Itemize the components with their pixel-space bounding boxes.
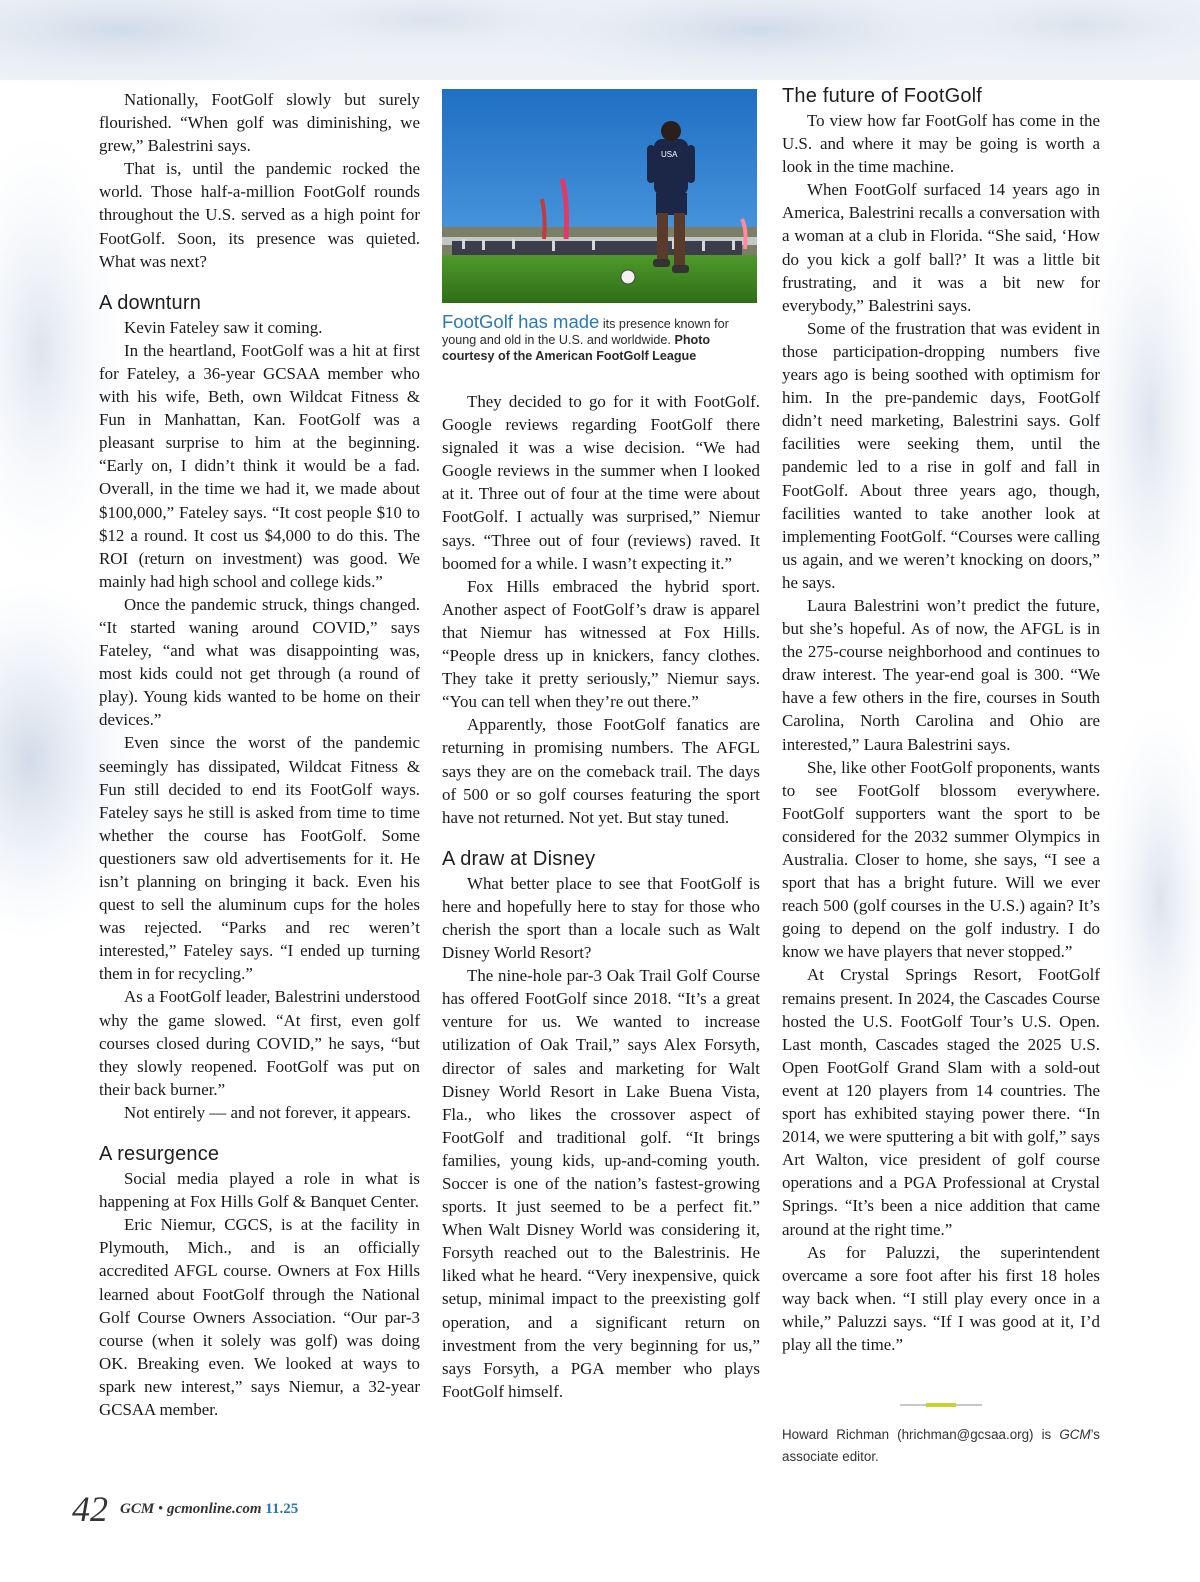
bio-publication: GCM (1059, 1427, 1091, 1442)
paragraph: In the heartland, FootGolf was a hit at first for Fateley, a 36-year GCSAA member who with his wife, Beth, own Wildcat Fitness & Fun in Manhattan, Kan. FootGolf was a pleasant surprise to him at the beginning. “Early on, I didn’t think it would be a fad. Overall, in the time we had it, we made about $100,000,” Fateley says. “It cost people $10 to $12 a round. It cost us $4,000 to do this. The ROI (return on investment) was good. We mainly had high school and college kids.” (99, 340, 420, 591)
section-heading-future: The future of FootGolf (782, 85, 983, 107)
author-bio (782, 1424, 1100, 1468)
paragraph: Fox Hills embraced the hybrid sport. Another aspect of FootGolf’s draw is apparel that Niemur has witnessed at Fox Hills. “People dress up in knickers, fancy clothes. They take it pretty seriously,” Niemur says. “You can tell when they’re out there.” (442, 576, 760, 712)
paragraph: Kevin Fateley saw it coming. (124, 317, 323, 337)
bio-text: Howard Richman (hrichman@gcsaa.org) is (782, 1427, 1060, 1442)
paragraph: The nine-hole par-3 Oak Trail Golf Course has offered FootGolf since 2018. “It’s a great venture for us. We wanted to increase utilization of Oak Trail,” says Alex Forsyth, director of sales and marketing for Walt Disney World Resort in Lake Buena Vista, Fla., who likes the crossover aspect of FootGolf and traditional golf. “It brings families, young kids, up-and-coming youth. Soccer is one of the nation’s fastest-growing sports. It just seemed to be a perfect fit.” When Walt Disney World was considering it, Forsyth reached out to the Balestrinis. He liked what he heard. “Very inexpensive, quick setup, minimal impact to the preexisting golf operation, and a significant return on investment from the very beginning for us,” says Forsyth, a PGA member who plays FootGolf himself. (442, 966, 760, 1401)
caption-text: its presence known for young and old in the U.S. and worldwide. (442, 317, 729, 347)
paragraph: Some of the frustration that was evident in those participation-dropping numbers five years ago is being soothed with optimism for him. In the pre-pandemic days, FootGolf didn’t need marketing, Balestrini says. Golf facilities were seeking them, until the pandemic led to a rise in golf and fall in FootGolf. About three years ago, though, facilities wanted to take another look at implementing FootGolf. “Courses were calling us again, and we weren’t knocking on doors,” he says. (782, 318, 1100, 592)
paragraph: As a FootGolf leader, Balestrini understood why the game slowed. “At first, even golf courses closed during COVID,” he says, “but they slowly reopened. FootGolf was put on their back burner.” (99, 987, 420, 1099)
section-heading-resurgence: A resurgence (99, 1143, 220, 1166)
paragraph: They decided to go for it with FootGolf. Google reviews regarding FootGolf there signaled it was a wise decision. “We had Google reviews in the summer when I looked at it. Three out of four at the time were about FootGolf. I actually was surprised,” Niemur says. “Three out of four (reviews) raved. It boomed for a while. I wasn’t expecting it.” (442, 392, 760, 573)
caption-lead: FootGolf has made (442, 311, 600, 332)
paragraph: Not entirely — and not forever, it appears. (124, 1102, 411, 1122)
article-column-3 (782, 84, 1100, 1356)
end-divider (900, 1404, 982, 1406)
footer-separator: • (154, 1500, 167, 1517)
paragraph: Nationally, FootGolf slowly but surely flourished. “When golf was diminishing, we grew,” Balestrini says. (99, 90, 420, 156)
paragraph: What better place to see that FootGolf is here and hopefully here to stay for those who cherish the sport than a locale such as Walt Disney World Resort? (442, 873, 760, 963)
paragraph: She, like other FootGolf proponents, wants to see FootGolf blossom everywhere. FootGolf supporters want the sport to be considered for the 2032 summer Olympics in Australia. Closer to home, she says, “I see a sport that has a bright future. Will we ever reach 500 (golf courses in the U.S.) again? It’s going to depend on the golf industry. I do know we have players that never stopped.” (782, 757, 1100, 962)
paragraph: Social media played a role in what is happening at Fox Hills Golf & Banquet Center. (99, 1169, 420, 1212)
footgolf-photo (442, 89, 757, 303)
paragraph: As for Paluzzi, the superintendent overcame a sore foot after his first 18 holes way back when. “I still play every once in a while,” Paluzzi says. “If I was good at it, I’d play all the time.” (782, 1242, 1100, 1354)
website: gcmonline.com (166, 1500, 262, 1517)
section-heading-downturn: A downturn (99, 291, 202, 314)
section-heading-disney: A draw at Disney (442, 847, 596, 870)
jersey-text: USA (661, 150, 678, 159)
paragraph: At Crystal Springs Resort, FootGolf remains present. In 2024, the Cascades Course hosted the U.S. FootGolf Tour’s U.S. Open. Last month, Cascades staged the 2025 U.S. Open FootGolf Grand Slam with a sold-out event at 120 players from 14 countries. The sport has exhibited staying power there. “In 2014, we were sputtering a bit with golf,” says Art Walton, vice president of golf course operations and a PGA Professional at Crystal Springs. “It’s been a nice addition that came around at the right time.” (782, 965, 1100, 1239)
caption-credit: Photo courtesy of the American FootGolf League (442, 333, 711, 363)
publication-line (120, 1501, 298, 1517)
bio-text-end: ’s associate editor. (782, 1427, 1100, 1464)
issue-number: 11.25 (265, 1500, 299, 1517)
paragraph: That is, until the pandemic rocked the world. Those half-a-million FootGolf rounds throughout the U.S. served as a high point for FootGolf. Soon, its presence was quieted. What was next? (99, 159, 420, 271)
article-column-2 (442, 390, 760, 1403)
paragraph: Eric Niemur, CGCS, is at the facility in Plymouth, Mich., and is an officially accredited AFGL course. Owners at Fox Hills learned about FootGolf through the National Golf Course Owners Association. “Our par-3 course (when it solely was golf) was doing OK. Breaking even. We looked at ways to spark new interest,” says Niemur, a 32-year GCSAA member. (99, 1215, 420, 1419)
paragraph: Apparently, those FootGolf fanatics are returning in promising numbers. The AFGL says they are on the comeback trail. The days of 500 or so golf courses featuring the sport have not returned. Not yet. But stay tuned. (442, 715, 760, 827)
page-footer (72, 1488, 298, 1530)
paragraph: Even since the worst of the pandemic seemingly has dissipated, Wildcat Fitness & Fun still decided to end its FootGolf ways. Fateley says he still is asked from time to time whether the course has FootGolf. Some questioners saw old advertisements for it. He isn’t planning on bringing it back. Even his quest to sell the aluminum cups for the holes was rejected. “Parks and rec weren’t interested,” Fateley says. “I ended up turning them in for recycling.” (99, 733, 420, 984)
paragraph: When FootGolf surfaced 14 years ago in America, Balestrini recalls a conversation with a woman at a club in Florida. “She said, ‘How do you kick a golf ball?’ It was a little bit frustrating, and it was a bit new for everybody,” Balestrini says. (782, 180, 1100, 315)
paragraph: Once the pandemic struck, things changed. “It started waning around COVID,” says Fateley, “and what was disappointing was, most kids could not get through (a round of play). Young kids wanted to be home on their devices.” (99, 594, 420, 730)
page-number: 42 (72, 1489, 108, 1529)
paragraph: To view how far FootGolf has come in the U.S. and where it may be going is worth a look in the time machine. (782, 111, 1100, 177)
article-column-1 (99, 88, 420, 1421)
paragraph: Laura Balestrini won’t predict the future, but she’s hopeful. As of now, the AFGL is in the 275-course neighborhood and continues to draw interest. The year-end goal is 300. “We have a few others in the fire, courses in South Carolina, North Carolina and Ohio are interested,” Laura Balestrini says. (782, 595, 1100, 754)
photo-caption (442, 311, 760, 364)
magazine-name: GCM (120, 1500, 155, 1517)
divider-accent (926, 1403, 956, 1407)
